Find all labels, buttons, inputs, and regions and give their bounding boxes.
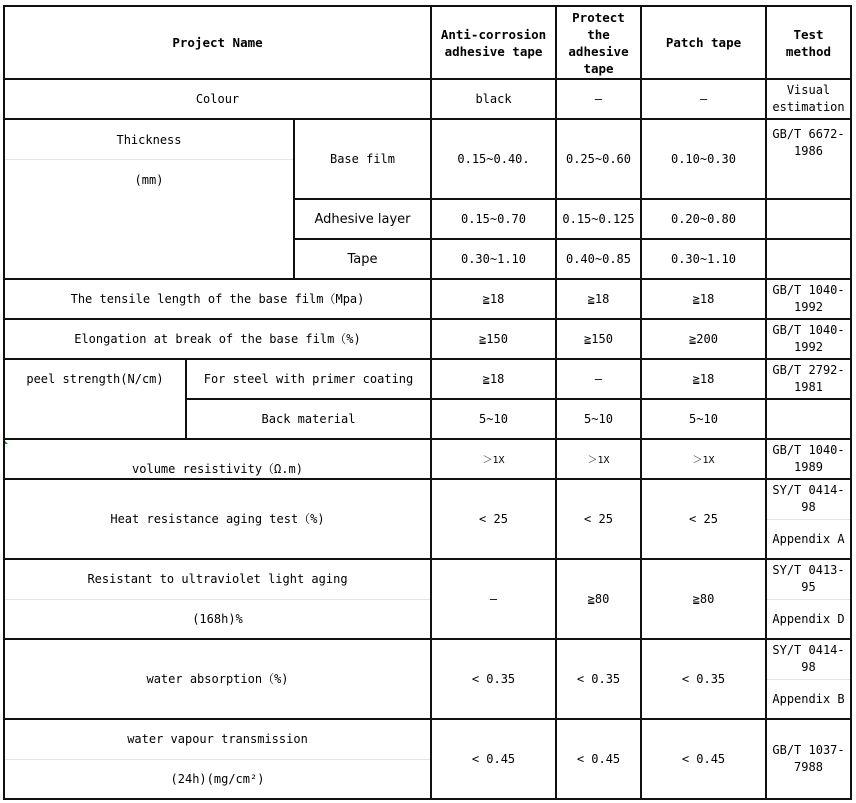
uv-method-top: SY/T 0413- 95 — [772, 563, 845, 594]
header-project-name: Project Name — [172, 35, 263, 50]
gridline — [640, 5, 642, 800]
peel-back-protect: 5~10 — [584, 411, 613, 426]
volume-protect: ＞1X — [587, 454, 610, 466]
peel-back-label: Back material — [261, 411, 356, 426]
adhesive-layer-protect: 0.15~0.125 — [562, 211, 635, 226]
base-film-anti: 0.15~0.40. — [457, 151, 530, 166]
water-abs-patch: < 0.35 — [681, 671, 726, 686]
uv-method-bottom: Appendix D — [772, 612, 845, 626]
gridline — [3, 638, 852, 640]
colour-protect: — — [594, 91, 603, 106]
water-abs-method-top: SY/T 0414- 98 — [772, 643, 845, 674]
gridline — [294, 198, 852, 200]
uv-patch: ≧80 — [692, 591, 715, 606]
gridline — [186, 398, 852, 400]
gridline-faint — [766, 599, 851, 600]
gridline — [3, 478, 852, 480]
header-anti-corrosion: Anti-corrosion adhesive tape — [440, 26, 547, 59]
gridline-faint — [766, 519, 851, 520]
gridline — [3, 718, 852, 720]
uv-label-top: Resistant to ultraviolet light aging — [87, 572, 348, 586]
gridline — [3, 5, 852, 7]
tensile-label: The tensile length of the base film（Mpa) — [70, 291, 365, 306]
gridline — [294, 238, 852, 240]
volume-method: GB/T 1040- 1989 — [772, 443, 845, 474]
colour-anti: black — [475, 91, 512, 106]
gridline — [3, 118, 852, 120]
peel-strength-label: peel strength(N/cm) — [26, 371, 164, 386]
adhesive-layer-patch: 0.20~0.80 — [670, 211, 737, 226]
elongation-label: Elongation at break of the base film（%) — [74, 331, 361, 346]
gridline — [3, 318, 852, 320]
header-patch: Patch tape — [665, 35, 742, 50]
gridline — [765, 5, 767, 800]
vapour-anti: < 0.45 — [471, 751, 516, 766]
base-film-method: GB/T 6672- 1986 — [772, 127, 845, 158]
peel-steel-method: GB/T 2792- 1981 — [772, 363, 845, 394]
thickness-unit: (mm) — [134, 172, 164, 187]
heat-method-top: SY/T 0414- 98 — [772, 483, 845, 514]
vapour-patch: < 0.45 — [681, 751, 726, 766]
colour-label: Colour — [195, 91, 240, 106]
header-protect: Protect the adhesive tape — [568, 9, 629, 76]
gridline-faint — [4, 159, 294, 160]
tensile-method: GB/T 1040- 1992 — [772, 283, 845, 314]
tensile-protect: ≧18 — [587, 291, 610, 306]
gridline — [3, 558, 852, 560]
vapour-protect: < 0.45 — [576, 751, 621, 766]
vapour-label-top: water vapour transmission — [127, 732, 308, 746]
gridline-faint — [766, 679, 851, 680]
gridline-faint — [4, 599, 431, 600]
adhesive-layer-anti: 0.15~0.70 — [460, 211, 527, 226]
tensile-patch: ≧18 — [692, 291, 715, 306]
colour-method: Visual estimation — [772, 83, 845, 114]
tape-patch: 0.30~1.10 — [670, 251, 737, 266]
gridline — [850, 5, 852, 800]
gridline — [185, 358, 187, 440]
heat-patch: < 25 — [689, 511, 718, 526]
gridline — [3, 358, 852, 360]
peel-steel-label: For steel with primer coating — [203, 371, 414, 386]
tape-anti: 0.30~1.10 — [460, 251, 527, 266]
heat-protect: < 25 — [584, 511, 613, 526]
gridline — [3, 278, 852, 280]
peel-steel-protect: — — [594, 371, 603, 386]
elongation-patch: ≧200 — [689, 331, 718, 346]
peel-back-anti: 5~10 — [479, 411, 508, 426]
base-film-patch: 0.10~0.30 — [670, 151, 737, 166]
tape-protect: 0.40~0.85 — [565, 251, 632, 266]
peel-back-patch: 5~10 — [689, 411, 718, 426]
gridline — [293, 118, 295, 280]
water-abs-label: water absorption（%) — [146, 671, 289, 686]
water-abs-protect: < 0.35 — [576, 671, 621, 686]
adhesive-layer-label: Adhesive layer — [314, 211, 411, 227]
elongation-method: GB/T 1040- 1992 — [772, 323, 845, 354]
elongation-anti: ≧150 — [479, 331, 508, 346]
peel-back-method — [766, 399, 851, 439]
gridline — [555, 5, 557, 800]
header-test-method: Test method — [785, 26, 832, 59]
gridline — [3, 438, 852, 440]
colour-patch: — — [699, 91, 708, 106]
gridline-faint — [4, 759, 431, 760]
adhesive-layer-method — [766, 199, 851, 239]
tape-label: Tape — [347, 251, 378, 267]
elongation-protect: ≧150 — [584, 331, 613, 346]
base-film-label: Base film — [329, 151, 396, 166]
heat-anti: < 25 — [479, 511, 508, 526]
volume-anti: ＞1X — [482, 454, 505, 466]
gridline — [430, 5, 432, 800]
gridline — [3, 798, 852, 800]
thickness-label: Thickness — [116, 132, 182, 147]
uv-protect: ≧80 — [587, 591, 610, 606]
water-abs-method-bottom: Appendix B — [772, 692, 845, 706]
volume-label: volume resistivity（Ω.m) — [132, 462, 303, 476]
gridline — [3, 5, 5, 800]
heat-method-bottom: Appendix A — [772, 532, 845, 546]
tensile-anti: ≧18 — [482, 291, 505, 306]
volume-patch: ＞1X — [692, 454, 715, 466]
base-film-protect: 0.25~0.60 — [565, 151, 632, 166]
tape-method — [766, 239, 851, 279]
vapour-label-bottom: (24h)(mg/cm²) — [170, 771, 265, 786]
water-abs-anti: < 0.35 — [471, 671, 516, 686]
vapour-method: GB/T 1037- 7988 — [772, 743, 845, 774]
heat-label: Heat resistance aging test（%) — [110, 511, 325, 526]
peel-steel-patch: ≧18 — [692, 371, 715, 386]
uv-label-bottom: (168h)% — [192, 612, 243, 626]
uv-anti: — — [489, 591, 498, 606]
gridline — [3, 78, 852, 80]
peel-steel-anti: ≧18 — [482, 371, 505, 386]
